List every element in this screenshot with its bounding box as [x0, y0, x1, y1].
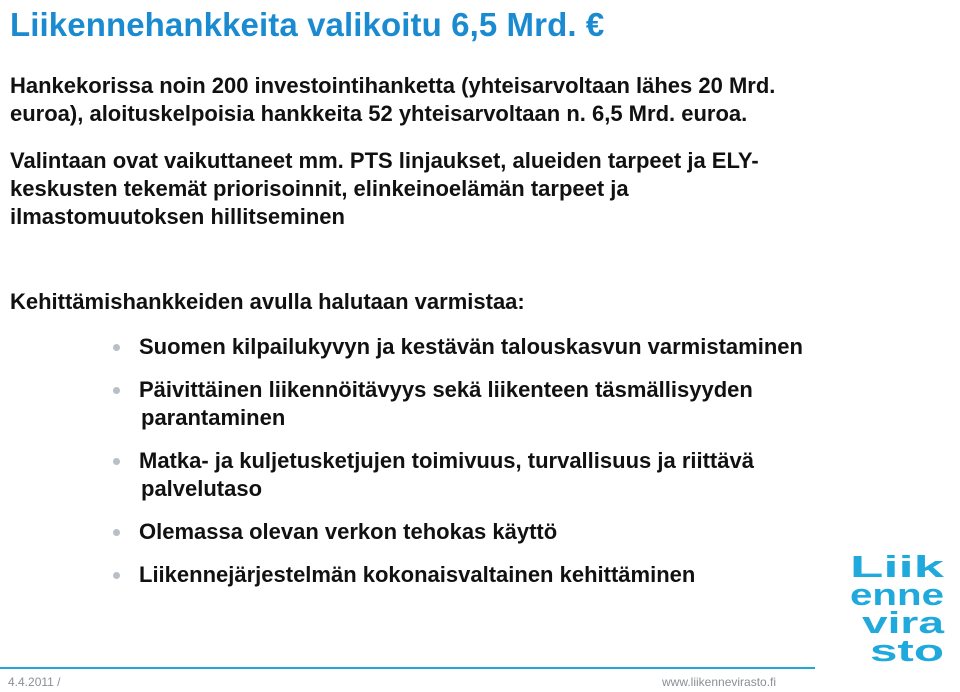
- paragraph-line: keskusten tekemät priorisoinnit, elinkeinoelämän tarpeet ja: [10, 176, 629, 201]
- goals-list: [113, 333, 803, 589]
- list-item-text: Liikennejärjestelmän kokonaisvaltainen kehittäminen: [139, 562, 696, 587]
- list-item-text: Olemassa olevan verkon tehokas käyttö: [139, 519, 558, 544]
- list-item-text: Matka- ja kuljetusketjujen toimivuus, turvallisuus ja riittävä: [139, 448, 754, 473]
- footer-date: 4.4.2011 /: [8, 675, 61, 689]
- list-item-text: palvelutaso: [141, 476, 263, 501]
- slide-title: Liikennehankkeita valikoitu 6,5 Mrd. €: [10, 6, 605, 43]
- logo-line: enne: [850, 577, 944, 612]
- paragraph-goals-heading: [10, 288, 525, 316]
- footer-divider: [0, 667, 815, 669]
- logo-line: sto: [870, 633, 944, 666]
- bullet-dot-icon: [113, 458, 120, 465]
- logo-line: Liik: [850, 549, 946, 584]
- liikennevirasto-logo: [848, 548, 948, 666]
- list-item: [113, 447, 803, 503]
- list-item-text: parantaminen: [141, 405, 286, 430]
- paragraph-investments: [10, 72, 775, 128]
- bullet-dot-icon: [113, 572, 120, 579]
- footer-url: www.liikennevirasto.fi: [662, 675, 777, 689]
- bullet-dot-icon: [113, 344, 120, 351]
- list-item: [113, 376, 803, 432]
- paragraph-line: Kehittämishankkeiden avulla halutaan varmistaa:: [10, 289, 525, 314]
- paragraph-line: Hankekorissa noin 200 investointihanketta (yhteisarvoltaan lähes 20 Mrd.: [10, 73, 776, 98]
- logo-line: vira: [862, 605, 946, 640]
- bullet-dot-icon: [113, 387, 120, 394]
- list-item: [113, 518, 803, 546]
- list-item-text: Suomen kilpailukyvyn ja kestävän talouskasvun varmistaminen: [139, 334, 803, 359]
- list-item-text: Päivittäinen liikennöitävyys sekä liikenteen täsmällisyyden: [139, 377, 753, 402]
- logo-icon: [848, 548, 948, 666]
- list-item: [113, 333, 803, 361]
- paragraph-line: Valintaan ovat vaikuttaneet mm. PTS linjaukset, alueiden tarpeet ja ELY-: [10, 148, 759, 173]
- bullet-dot-icon: [113, 529, 120, 536]
- list-item: [113, 561, 803, 589]
- paragraph-selection-criteria: [10, 147, 759, 231]
- paragraph-line: euroa), aloituskelpoisia hankkeita 52 yhteisarvoltaan n. 6,5 Mrd. euroa.: [10, 101, 748, 126]
- paragraph-line: ilmastomuutoksen hillitseminen: [10, 204, 345, 229]
